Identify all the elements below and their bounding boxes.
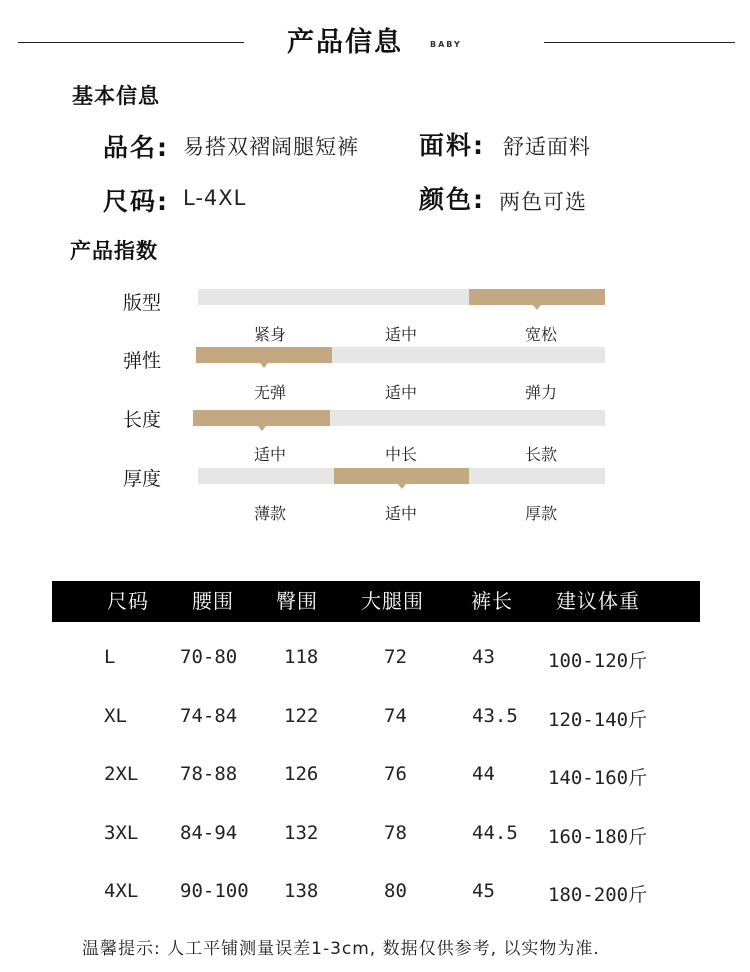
cell-weight: 140-160斤 [548,767,648,789]
header-line-right [544,42,735,43]
index-option: 无弹 [253,383,286,402]
index-pointer-length [258,426,266,431]
index-pointer-thickness [398,484,406,489]
page-subtitle: BABY [430,40,462,49]
cell-length: 44.5 [472,822,518,844]
index-pointer-elasticity [260,363,268,368]
header-line-left [18,42,244,43]
index-fill-length [193,410,330,426]
basic-info-title: 基本信息 [72,84,160,108]
index-option: 长款 [524,445,557,464]
color-value: 两色可选 [499,190,587,214]
index-fill-fit [469,289,605,305]
cell-hip: 132 [284,822,319,844]
index-option: 紧身 [253,325,286,344]
table-header-size: 尺码 [107,589,149,613]
color-label: 颜色: [419,185,485,214]
cell-waist: 74-84 [180,705,238,727]
table-header-weight: 建议体重 [556,589,640,613]
size-label: 尺码: [103,187,169,216]
cell-hip: 122 [284,705,319,727]
cell-thigh: 74 [384,705,407,727]
cell-weight: 120-140斤 [548,709,648,731]
index-option: 适中 [384,325,417,344]
cell-length: 44 [472,763,495,785]
index-option: 薄款 [253,504,286,523]
cell-size: 4XL [104,880,139,902]
index-pointer-fit [533,305,541,310]
cell-size: XL [104,705,127,727]
cell-size: 2XL [104,763,139,785]
index-option: 弹力 [524,383,557,402]
cell-thigh: 76 [384,763,407,785]
cell-weight: 180-200斤 [548,884,648,906]
cell-weight: 100-120斤 [548,650,648,672]
index-label-length: 长度 [123,409,162,431]
cell-thigh: 72 [384,646,407,668]
table-header-waist: 腰围 [192,589,234,613]
footer-note: 温馨提示: 人工平铺测量误差1-3cm, 数据仅供参考, 以实物为准. [82,939,600,959]
index-option: 中长 [384,445,417,464]
cell-weight: 160-180斤 [548,826,648,848]
index-fill-thickness [334,468,470,484]
cell-waist: 70-80 [180,646,238,668]
cell-length: 43.5 [472,705,518,727]
index-label-fit: 版型 [123,292,162,314]
cell-length: 45 [472,880,495,902]
product-name-value: 易搭双褶阔腿短裤 [183,135,359,159]
table-header-thigh: 大腿围 [361,589,424,613]
cell-waist: 84-94 [180,822,238,844]
table-header-length: 裤长 [471,589,513,613]
index-label-thickness: 厚度 [123,468,162,490]
cell-waist: 90-100 [180,880,249,902]
index-option: 厚款 [524,504,557,523]
index-option: 适中 [384,383,417,402]
fabric-value: 舒适面料 [503,135,591,159]
cell-size: 3XL [104,822,139,844]
cell-length: 43 [472,646,495,668]
page-title: 产品信息 [287,27,403,58]
product-index-title: 产品指数 [70,239,158,263]
size-value: L-4XL [183,186,247,210]
product-name-label: 品名: [103,133,169,162]
cell-size: L [104,646,116,668]
index-option: 宽松 [524,325,557,344]
cell-hip: 138 [284,880,319,902]
cell-thigh: 78 [384,822,407,844]
table-header-hip: 臀围 [276,589,318,613]
cell-hip: 126 [284,763,319,785]
index-label-elasticity: 弹性 [123,350,162,372]
index-option: 适中 [384,504,417,523]
cell-waist: 78-88 [180,763,238,785]
index-fill-elasticity [196,347,332,363]
cell-thigh: 80 [384,880,407,902]
index-option: 适中 [253,445,286,464]
cell-hip: 118 [284,646,319,668]
fabric-label: 面料: [419,131,485,160]
